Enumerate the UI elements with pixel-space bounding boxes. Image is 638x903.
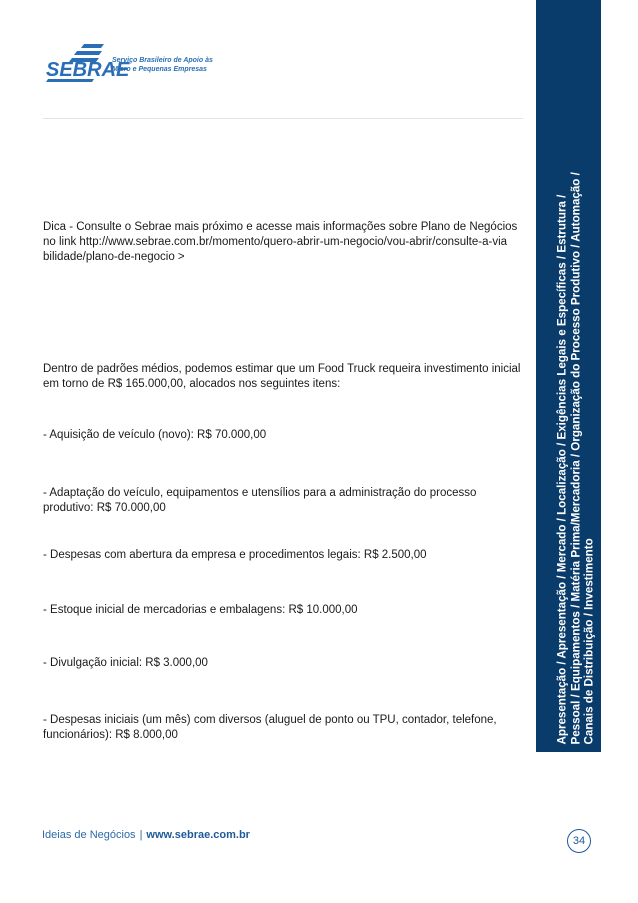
investment-item: - Aquisição de veículo (novo): R$ 70.000,00 bbox=[43, 429, 267, 441]
logo-tagline bbox=[112, 56, 213, 74]
investment-item: - Divulgação inicial: R$ 3.000,00 bbox=[43, 657, 208, 669]
logo-tagline-line-1: Serviço Brasileiro de Apoio às bbox=[112, 57, 213, 64]
investment-item: - Estoque inicial de mercadorias e embalagens: R$ 10.000,00 bbox=[43, 604, 358, 616]
logo-brand: SEBRAE bbox=[46, 59, 130, 81]
page-footer bbox=[42, 829, 250, 841]
header-divider bbox=[43, 118, 523, 119]
breadcrumb-line-2: Pessoal / Equipamentos / Matéria Prima/Mercadoria / Organização do Processo Produtivo / Automação / bbox=[569, 171, 582, 744]
section-breadcrumb bbox=[556, 4, 597, 744]
dica-paragraph: Dica - Consulte o Sebrae mais próximo e acesse mais informações sobre Plano de Negócios no link http://www.sebrae.com.br/momento/quero-abrir-um-negocio/vou-abrir/consulte-a-via bilidade/plano-de-negocio > bbox=[43, 221, 518, 264]
logo-tagline-line-2: Micro e Pequenas Empresas bbox=[112, 66, 207, 73]
footer-label: Ideias de Negócios bbox=[42, 829, 136, 841]
investment-item: - Despesas iniciais (um mês) com diversos (aluguel de ponto ou TPU, contador, telefone, funcionários): R$ 8.000,00 bbox=[43, 714, 497, 742]
footer-separator: | bbox=[139, 829, 143, 841]
footer-url-link[interactable]: www.sebrae.com.br bbox=[146, 829, 250, 841]
investment-item: - Despesas com abertura da empresa e procedimentos legais: R$ 2.500,00 bbox=[43, 549, 427, 561]
intro-paragraph: Dentro de padrões médios, podemos estimar que um Food Truck requeira investimento inicial em torno de R$ 165.000,00, alocados nos seguintes itens: bbox=[43, 363, 521, 391]
section-sidebar bbox=[536, 0, 601, 752]
page-number: 34 bbox=[567, 829, 591, 853]
breadcrumb-line-1: Apresentação / Apresentação / Mercado / Localização / Exigências Legais e Específicas / Estrutura / bbox=[555, 194, 569, 744]
breadcrumb-line-3: Canais de Distribuição / Investimento bbox=[582, 537, 596, 744]
investment-item: - Adaptação do veículo, equipamentos e utensílios para a administração do processo produtivo: R$ 70.000,00 bbox=[43, 487, 477, 515]
